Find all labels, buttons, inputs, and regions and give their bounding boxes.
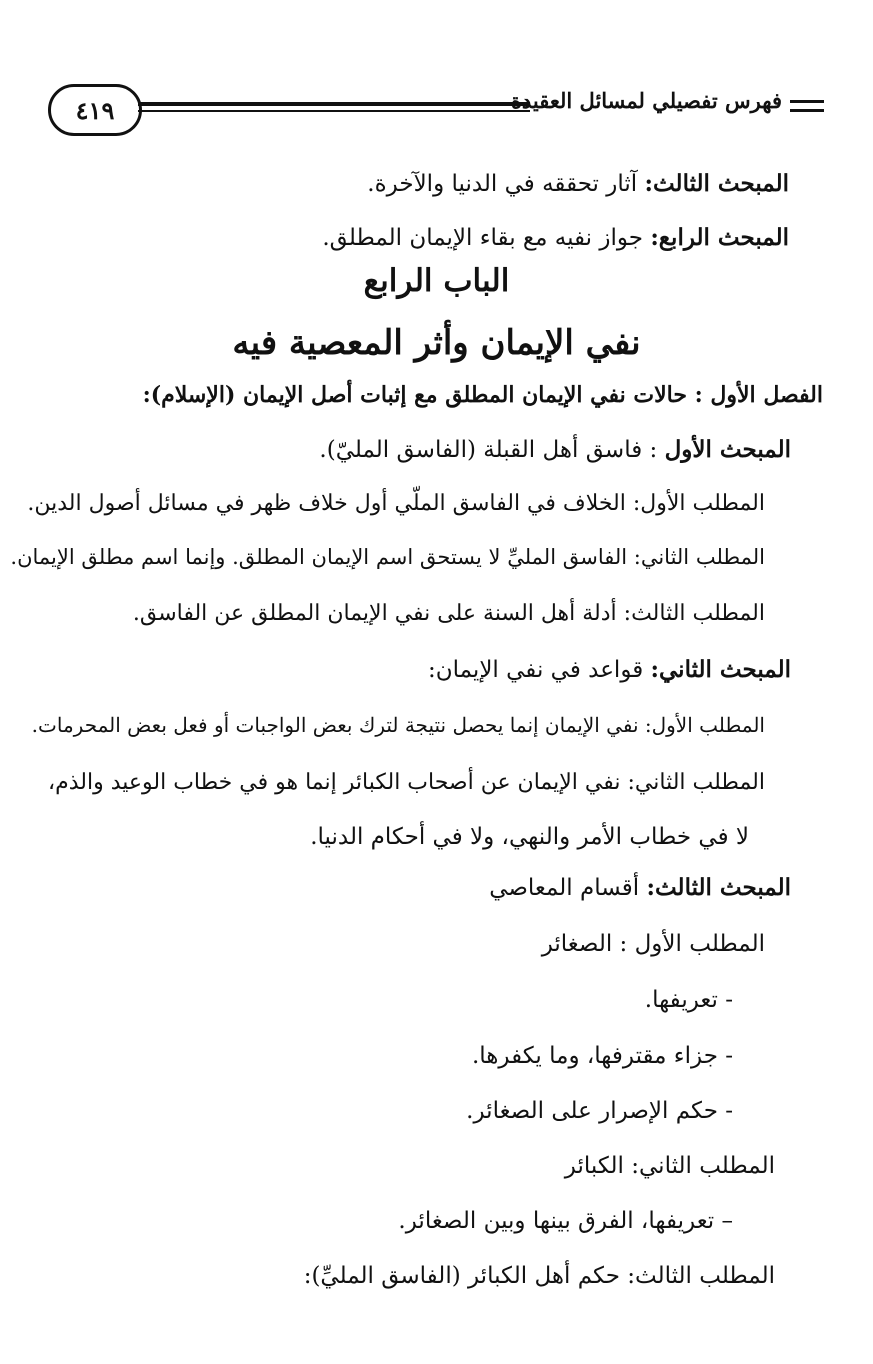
toc-subitem: المطلب الثاني: نفي الإيمان عن أصحاب الكبائر إنما هو في خطاب الوعيد والذم، [48, 770, 765, 795]
toc-subitem: المطلب الثالث: أدلة أهل السنة على نفي الإيمان المطلق عن الفاسق. [132, 601, 765, 626]
section-head: المبحث الثاني: [650, 656, 791, 683]
toc-line [428, 656, 791, 685]
chapter-label: الباب الرابع [363, 263, 510, 299]
section-text: جواز نفيه مع بقاء الإيمان المطلق. [322, 225, 651, 251]
header-rule [138, 102, 530, 106]
page-number: ٤١٩ [48, 84, 142, 136]
section-head: المبحث الرابع: [650, 224, 789, 251]
toc-bullet: - جزاء مقترفها، وما يكفرها. [471, 1043, 733, 1069]
section-text: : فاسق أهل القبلة (الفاسق المليّ). [319, 437, 665, 463]
section-head: المبحث الثالث: [644, 170, 789, 197]
section-head: المبحث الأول [664, 436, 791, 463]
section-head: المبحث الثالث: [646, 874, 791, 901]
toc-subitem: المطلب الثاني: الفاسق المليِّ لا يستحق اسم الإيمان المطلق. وإنما اسم مطلق الإيمان. [10, 545, 765, 569]
section-text: قواعد في نفي الإيمان: [427, 657, 651, 683]
chapter-title: نفي الإيمان وأثر المعصية فيه [232, 323, 641, 363]
toc-line [489, 874, 791, 903]
page-header [40, 78, 830, 138]
toc-subitem: المطلب الأول: الخلاف في الفاسق الملّي أول خلاف ظهر في مسائل أصول الدين. [27, 491, 765, 516]
toc-subitem-cont: لا في خطاب الأمر والنهي، ولا في أحكام الدنيا. [310, 824, 749, 850]
toc-bullet: - تعريفها. [644, 987, 733, 1013]
toc-bullet: - حكم الإصرار على الصغائر. [466, 1098, 733, 1124]
toc-line [322, 224, 789, 253]
chapter-section: الفصل الأول : حالات نفي الإيمان المطلق مع إثبات أصل الإيمان (الإسلام): [142, 382, 823, 408]
section-text: أقسام المعاصي [489, 875, 647, 901]
toc-bullet: – تعريفها، الفرق بينها وبين الصغائر. [398, 1208, 733, 1234]
toc-line [367, 170, 789, 199]
toc-line [319, 436, 791, 465]
toc-subitem: المطلب الأول : الصغائر [541, 931, 765, 957]
section-text: آثار تحققه في الدنيا والآخرة. [367, 171, 645, 197]
toc-subitem: المطلب الثاني: الكبائر [564, 1153, 775, 1179]
header-rule-thin [138, 110, 530, 112]
toc-subitem: المطلب الثالث: حكم أهل الكبائر (الفاسق المليِّ): [303, 1263, 775, 1289]
toc-subitem: المطلب الأول: نفي الإيمان إنما يحصل نتيجة لترك بعض الواجبات أو فعل بعض المحرمات. [31, 713, 765, 737]
running-title: فهرس تفصيلي لمسائل العقيدة [510, 88, 782, 113]
header-ornament [790, 100, 824, 112]
